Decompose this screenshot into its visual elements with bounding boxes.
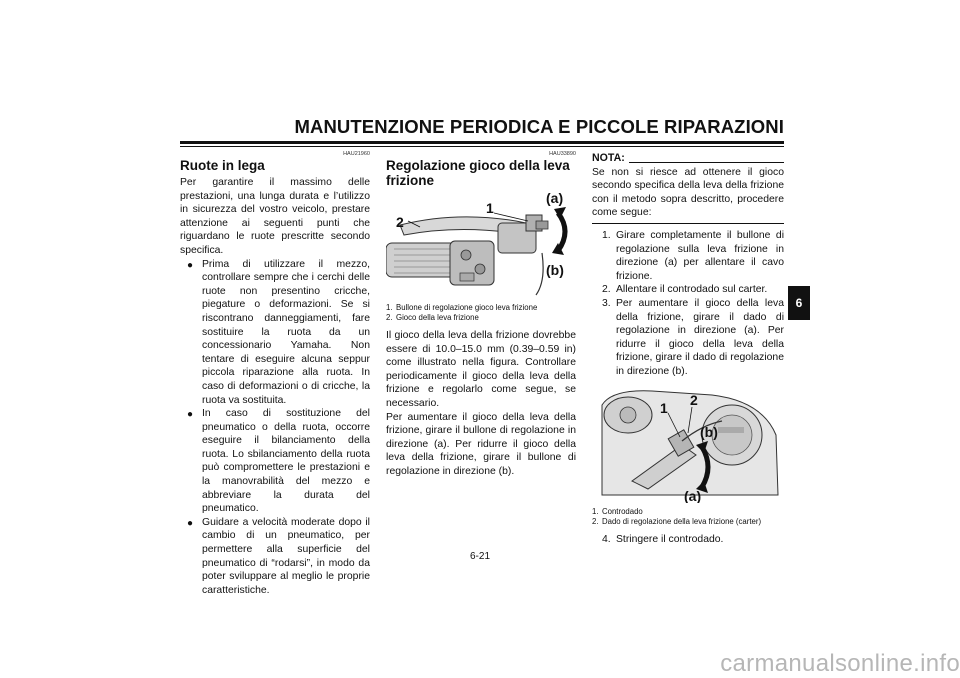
bullet-item bbox=[180, 407, 370, 516]
nota-end-rule bbox=[592, 223, 784, 224]
caption-item bbox=[592, 507, 784, 517]
step-item bbox=[592, 283, 784, 297]
bullet-item bbox=[180, 516, 370, 598]
caption-text: Gioco della leva frizione bbox=[396, 313, 479, 322]
column-nota bbox=[592, 150, 784, 546]
bullet-text: Guidare a velocità moderate dopo il cambio di un pneumatico, per permettere alla superficie del pneumatico di “rodarsi”, in modo da poter sviluppare al meglio le proprie caratteristiche. bbox=[202, 516, 370, 596]
nota-label: NOTA: bbox=[592, 152, 625, 164]
column-clutch-lever bbox=[386, 150, 576, 479]
bullet-dot-icon: ● bbox=[187, 409, 194, 421]
figure-captions bbox=[592, 507, 784, 527]
bullet-dot-icon: ● bbox=[187, 517, 194, 529]
caption-item bbox=[592, 517, 784, 527]
step-text: Stringere il controdado. bbox=[616, 533, 724, 545]
bullet-text: Prima di utilizzare il mezzo, controllare sempre che i cerchi delle ruote non presentino cricche, piegature o deformazioni. Se si riscontrano danneggiamenti, fare sostituire la ruota da un concessionario Yamaha. Non tentare di eseguire alcuna seppur piccola riparazione alla ruota. In caso di deformazioni o di cricche, la ruota va sostituita. bbox=[202, 258, 370, 406]
callout-1-label: 1 bbox=[660, 399, 668, 416]
bullet-item bbox=[180, 258, 370, 408]
step-text: Girare completamente il bullone di regolazione sulla leva frizione in direzione (a) per allentare il cavo frizione. bbox=[616, 229, 784, 282]
step-item bbox=[592, 533, 784, 547]
caption-item bbox=[386, 313, 576, 323]
step-number: 2. bbox=[602, 284, 611, 296]
direction-b-label: (b) bbox=[546, 262, 564, 278]
caption-text: Controdado bbox=[602, 506, 643, 516]
step-number: 3. bbox=[602, 297, 611, 309]
section-code: HAU21960 bbox=[343, 151, 370, 157]
nota-heading bbox=[592, 152, 784, 166]
intro-paragraph: Per garantire il massimo delle prestazioni, una lunga durata e l’utilizzo in sicurezza del vostro veicolo, prestare attenzione ai seguenti punti che riguardano le ruote prescritte secondo specifica. bbox=[180, 177, 370, 256]
watermark: carmanualsonline.info bbox=[720, 650, 960, 677]
section-code: HAU33890 bbox=[549, 151, 576, 157]
step-text: Allentare il controdado sul carter. bbox=[616, 284, 768, 296]
step-list-continued bbox=[592, 533, 784, 547]
column-alloy-wheels bbox=[180, 150, 370, 597]
step-item bbox=[592, 297, 784, 379]
step-item bbox=[592, 229, 784, 283]
header-rule-thick bbox=[180, 141, 784, 144]
nota-text: Se non si riesce ad ottenere il gioco secondo specifica della leva della frizione con il metodo sopra descritto, procedere come segue: bbox=[592, 166, 784, 219]
paragraph: Il gioco della leva della frizione dovrebbe essere di 10.0–15.0 mm (0.39–0.59 in) come illustrato nella figura. Controllare periodicamente il gioco della leva della frizione e regolarlo come segue, se necessario. bbox=[386, 330, 576, 409]
section-title: Ruote in lega bbox=[180, 158, 265, 173]
bullet-dot-icon: ● bbox=[187, 259, 194, 271]
chapter-tab: 6 bbox=[788, 286, 810, 320]
paragraph: Per aumentare il gioco della leva della frizione, girare il bullone di regolazione in direzione (a). Per ridurre il gioco della leva della frizione, girare il bullone di regolazione in direzione (b). bbox=[386, 411, 576, 477]
bullet-list bbox=[180, 258, 370, 598]
caption-text: Bullone di regolazione gioco leva frizione bbox=[396, 303, 538, 312]
step-list bbox=[592, 229, 784, 379]
caption-text: Dado di regolazione della leva frizione (carter) bbox=[602, 516, 762, 526]
callout-1-label: 1 bbox=[486, 200, 494, 216]
step-number: 1. bbox=[602, 229, 611, 241]
section-title: Regolazione gioco della leva frizione bbox=[386, 158, 570, 188]
figure-captions bbox=[386, 303, 576, 323]
callout-2-label: 2 bbox=[396, 214, 404, 230]
header-rule-thin bbox=[180, 146, 784, 147]
clutch-lever-figure bbox=[386, 191, 576, 299]
caption-item bbox=[386, 303, 576, 313]
caption-number: 1. bbox=[592, 506, 599, 516]
nota-rule bbox=[629, 162, 784, 163]
caption-number: 2. bbox=[592, 516, 599, 526]
bullet-text: In caso di sostituzione del pneumatico o della ruota, occorre eseguire il bilanciamento della ruota. Lo sbilanciamento della ruota può compromettere le prestazioni e la manovrabilità del mezzo e abbreviare la durata del pneumatico. bbox=[202, 408, 370, 515]
step-text: Per aumentare il gioco della leva della frizione, girare il dado di regolazione in direzione (a). Per ridurre il gioco della leva della frizione, girare il dado di regolazione in direzione (b). bbox=[616, 297, 784, 377]
step-number: 4. bbox=[602, 533, 611, 545]
caption-number: 2. bbox=[386, 313, 393, 322]
caption-number: 1. bbox=[386, 303, 393, 312]
direction-b-label: (b) bbox=[700, 423, 718, 440]
page-number: 6-21 bbox=[469, 551, 490, 562]
direction-a-label: (a) bbox=[546, 191, 564, 206]
direction-a-label: (a) bbox=[684, 487, 702, 503]
page-header-title: MANUTENZIONE PERIODICA E PICCOLE RIPARAZIONI bbox=[294, 116, 784, 137]
crankcase-adjuster-figure bbox=[592, 385, 782, 503]
callout-2-label: 2 bbox=[690, 391, 698, 408]
